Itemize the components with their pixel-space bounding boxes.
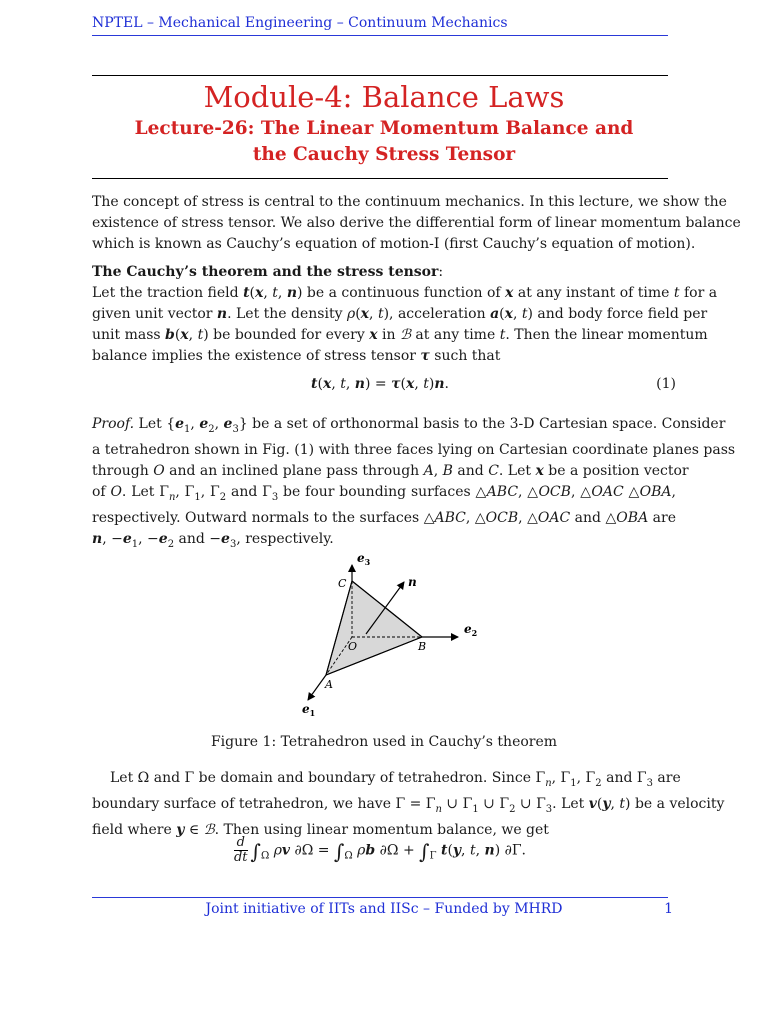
theorem-line: unit mass b(x, t) be bounded for every x in ℬ at any time t. Then the linear momentum	[92, 327, 708, 343]
lecture-title-line-1: Lecture-26: The Linear Momentum Balance and	[134, 118, 634, 139]
label-b: B	[418, 640, 427, 653]
proof-line: n, $-e_1$, $-e_2$ and $-e_3$, respectively.	[92, 530, 334, 550]
domain-line: boundary surface of tetrahedron, we have $\Gamma = \Gamma_n$ ∪ $\Gamma_1$ ∪ $\Gamma_2$ ∪ $\Gamma_3$. Let v(y, t) be a velocity	[92, 795, 725, 815]
proof-line: Proof. Let {$e_1$, $e_2$, $e_3$} be a set of orthonormal basis to the 3-D Cartesian space. Consider	[92, 416, 726, 435]
tetrahedron-faces	[326, 581, 422, 675]
theorem-line: Let the traction field t(x, t, n) be a continuous function of x at any instant of time t for a	[92, 285, 718, 301]
face-abc	[326, 581, 422, 675]
e1-axis-arrow	[308, 675, 326, 700]
figure-caption: Figure 1: Tetrahedron used in Cauchy’s theorem	[210, 734, 558, 750]
proof-line: a tetrahedron shown in Fig. (1) with three faces lying on Cartesian coordinate planes pass	[92, 441, 736, 458]
lecture-title	[0, 116, 768, 168]
title-top-rule	[92, 75, 668, 76]
theorem-line: given unit vector n. Let the density ρ(x, t), acceleration a(x, t) and body force field per	[92, 306, 708, 322]
running-header: NPTEL – Mechanical Engineering – Continuum Mechanics	[92, 15, 508, 31]
theorem-heading-line: The Cauchy’s theorem and the stress tensor:	[92, 264, 444, 280]
tetrahedron-figure	[280, 540, 500, 720]
theorem-paragraph	[92, 262, 718, 367]
domain-line: Let Ω and Γ be domain and boundary of tetrahedron. Since $\Gamma_n$, $\Gamma_1$, $\Gamma_2$ and $\Gamma_3$ are	[110, 770, 681, 789]
intro-line: which is known as Cauchy’s equation of motion-I (first Cauchy’s equation of motion).	[92, 236, 696, 252]
label-e3: $e_3$	[357, 551, 371, 567]
domain-paragraph	[92, 768, 725, 841]
intro-line: existence of stress tensor. We also derive the differential form of linear momentum balance	[92, 215, 741, 231]
equation-1: t(x, t, n) = τ(x, t)n.	[311, 376, 449, 392]
label-o: O	[348, 640, 358, 653]
label-c: C	[338, 577, 347, 590]
intro-paragraph	[92, 192, 741, 255]
header-rule	[92, 35, 668, 36]
proof-line: through O and an inclined plane pass through A, B and C. Let x be a position vector	[92, 462, 689, 479]
theorem-heading: The Cauchy’s theorem and the stress tensor	[92, 264, 439, 280]
theorem-line: balance implies the existence of stress tensor τ such that	[92, 348, 501, 364]
proof-line: of O. Let $\Gamma_n$, $\Gamma_1$, $\Gamma_2$ and $\Gamma_3$ be four bounding surfaces △ABC, △OCB, △OAC △OBA,	[92, 483, 676, 503]
equation-1-number: (1)	[656, 376, 676, 392]
footer-rule	[92, 897, 668, 898]
momentum-equation: $\frac{d}{dt}$ $\int_\Omega$ ρv $\partial\Omega = \int_\Omega$ ρb $\partial\Omega + \int_\Gamma$ t(y, t, n) ∂Γ.	[233, 835, 527, 865]
module-title: Module-4: Balance Laws	[203, 80, 565, 114]
label-e1: $e_1$	[302, 702, 316, 718]
label-e2: $e_2$	[464, 622, 478, 638]
domain-line: field where y ∈ ℬ. Then using linear momentum balance, we get	[92, 821, 549, 838]
intro-line: The concept of stress is central to the continuum mechanics. In this lecture, we show the	[92, 194, 727, 210]
title-bottom-rule	[92, 178, 668, 179]
proof-line: respectively. Outward normals to the surfaces △ABC, △OCB, △OAC and △OBA are	[92, 509, 677, 526]
lecture-title-line-2: the Cauchy Stress Tensor	[252, 144, 516, 165]
page-number: 1	[664, 901, 673, 917]
label-a: A	[325, 678, 333, 691]
label-n: n	[408, 575, 417, 589]
footer-text: Joint initiative of IITs and IISc – Funded by MHRD	[205, 901, 563, 917]
proof-paragraph	[92, 414, 736, 554]
